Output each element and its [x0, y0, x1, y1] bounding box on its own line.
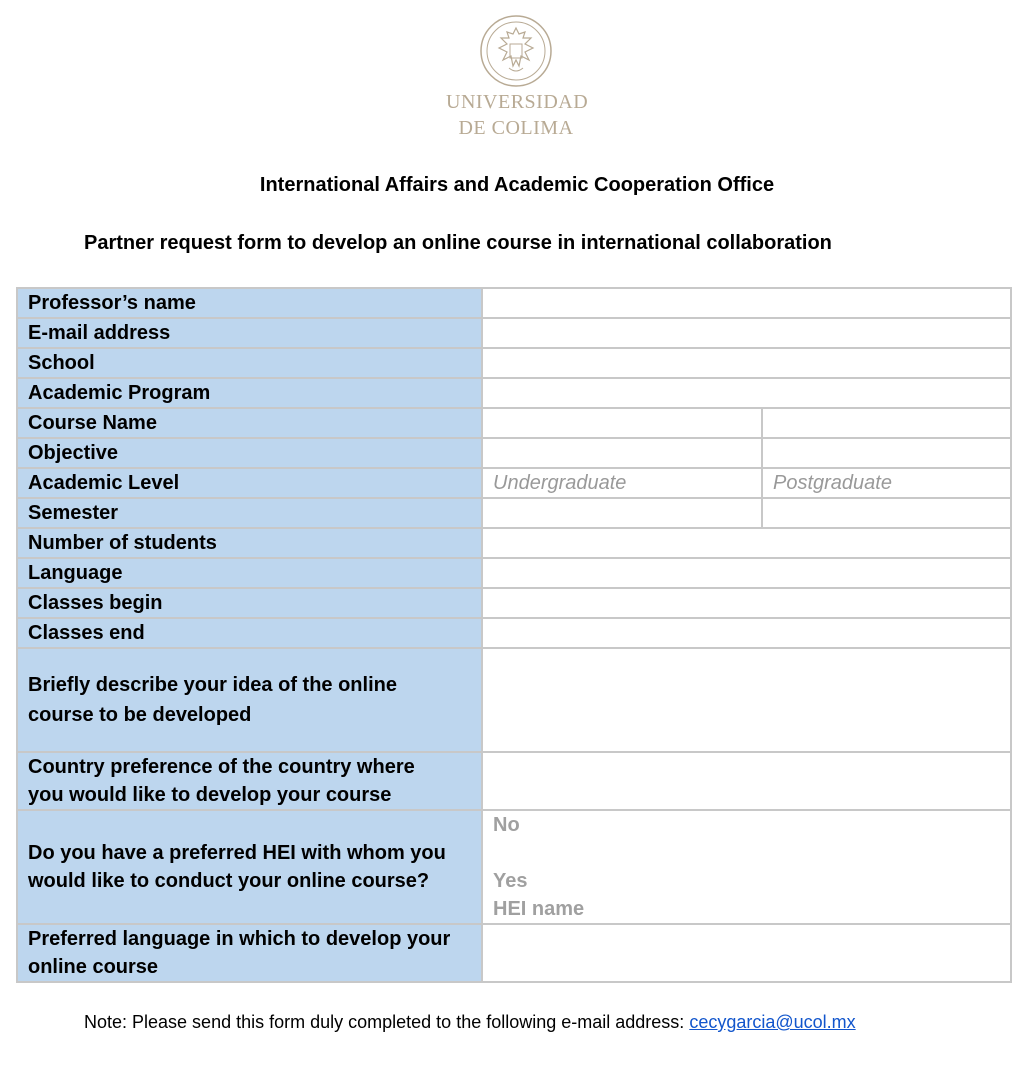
form-row [17, 438, 1011, 468]
professor-name-label: Professor’s name [17, 288, 482, 318]
course-name-label: Course Name [17, 408, 482, 438]
hei-yes-option[interactable]: Yes [493, 870, 528, 892]
form-row [17, 498, 1011, 528]
pref-lang-line-2: online course [28, 956, 159, 978]
course-name-field-2[interactable] [762, 408, 1011, 438]
postgraduate-option[interactable]: Postgraduate [762, 468, 1011, 498]
form-row [17, 924, 1011, 982]
semester-field-2[interactable] [762, 498, 1011, 528]
professor-name-field[interactable] [482, 288, 1011, 318]
form-row [17, 618, 1011, 648]
logo-line-2: DE COLIMA [458, 117, 574, 139]
email-field[interactable] [482, 318, 1011, 348]
footer-note [84, 1012, 856, 1033]
form-row [17, 318, 1011, 348]
academic-program-label: Academic Program [17, 378, 482, 408]
request-form-table [16, 287, 1012, 983]
academic-level-label: Academic Level [17, 468, 482, 498]
undergraduate-option[interactable]: Undergraduate [482, 468, 762, 498]
objective-label: Objective [17, 438, 482, 468]
objective-field[interactable] [482, 438, 762, 468]
idea-label [17, 648, 482, 752]
form-row [17, 288, 1011, 318]
preferred-language-label [17, 924, 482, 982]
form-row [17, 348, 1011, 378]
hei-name-field[interactable]: HEI name [493, 898, 585, 920]
objective-field-2[interactable] [762, 438, 1011, 468]
form-row [17, 810, 1011, 924]
logo-line-1: UNIVERSIDAD [446, 91, 589, 113]
classes-begin-label: Classes begin [17, 588, 482, 618]
office-title: International Affairs and Academic Cooperation Office [259, 174, 775, 196]
classes-end-label: Classes end [17, 618, 482, 648]
preferred-language-field[interactable] [482, 924, 1011, 982]
course-name-field[interactable] [482, 408, 762, 438]
number-students-label: Number of students [17, 528, 482, 558]
pref-lang-line-1: Preferred language in which to develop your [28, 928, 451, 950]
academic-program-field[interactable] [482, 378, 1011, 408]
semester-field[interactable] [482, 498, 762, 528]
contact-email-link[interactable]: cecygarcia@ucol.mx [689, 1012, 856, 1032]
preferred-hei-label [17, 810, 482, 924]
hei-no-option[interactable]: No [493, 814, 520, 836]
semester-label: Semester [17, 498, 482, 528]
form-row [17, 588, 1011, 618]
hei-label-line-2: would like to conduct your online course? [28, 870, 430, 892]
classes-end-field[interactable] [482, 618, 1011, 648]
form-row [17, 752, 1011, 810]
number-students-field[interactable] [482, 528, 1011, 558]
language-field[interactable] [482, 558, 1011, 588]
language-label: Language [17, 558, 482, 588]
form-row [17, 378, 1011, 408]
university-seal-icon [479, 14, 553, 88]
classes-begin-field[interactable] [482, 588, 1011, 618]
country-preference-label [17, 752, 482, 810]
country-label-line-2: you would like to develop your course [28, 784, 392, 806]
hei-spacer [493, 839, 1000, 867]
form-title: Partner request form to develop an online course in international collaboration [84, 232, 832, 254]
form-row [17, 468, 1011, 498]
form-row [17, 648, 1011, 752]
country-preference-field[interactable] [482, 752, 1011, 810]
idea-label-line-2: course to be developed [28, 704, 252, 726]
footer-note-text: Note: Please send this form duly completed to the following e-mail address: [84, 1012, 690, 1032]
hei-label-line-1: Do you have a preferred HEI with whom you [28, 842, 446, 864]
school-label: School [17, 348, 482, 378]
idea-field[interactable] [482, 648, 1011, 752]
idea-label-line-1: Briefly describe your idea of the online [28, 674, 397, 696]
university-logo [446, 14, 589, 149]
email-label: E-mail address [17, 318, 482, 348]
form-row [17, 558, 1011, 588]
school-field[interactable] [482, 348, 1011, 378]
form-row [17, 528, 1011, 558]
form-row [17, 408, 1011, 438]
preferred-hei-options [482, 810, 1011, 924]
country-label-line-1: Country preference of the country where [28, 756, 415, 778]
